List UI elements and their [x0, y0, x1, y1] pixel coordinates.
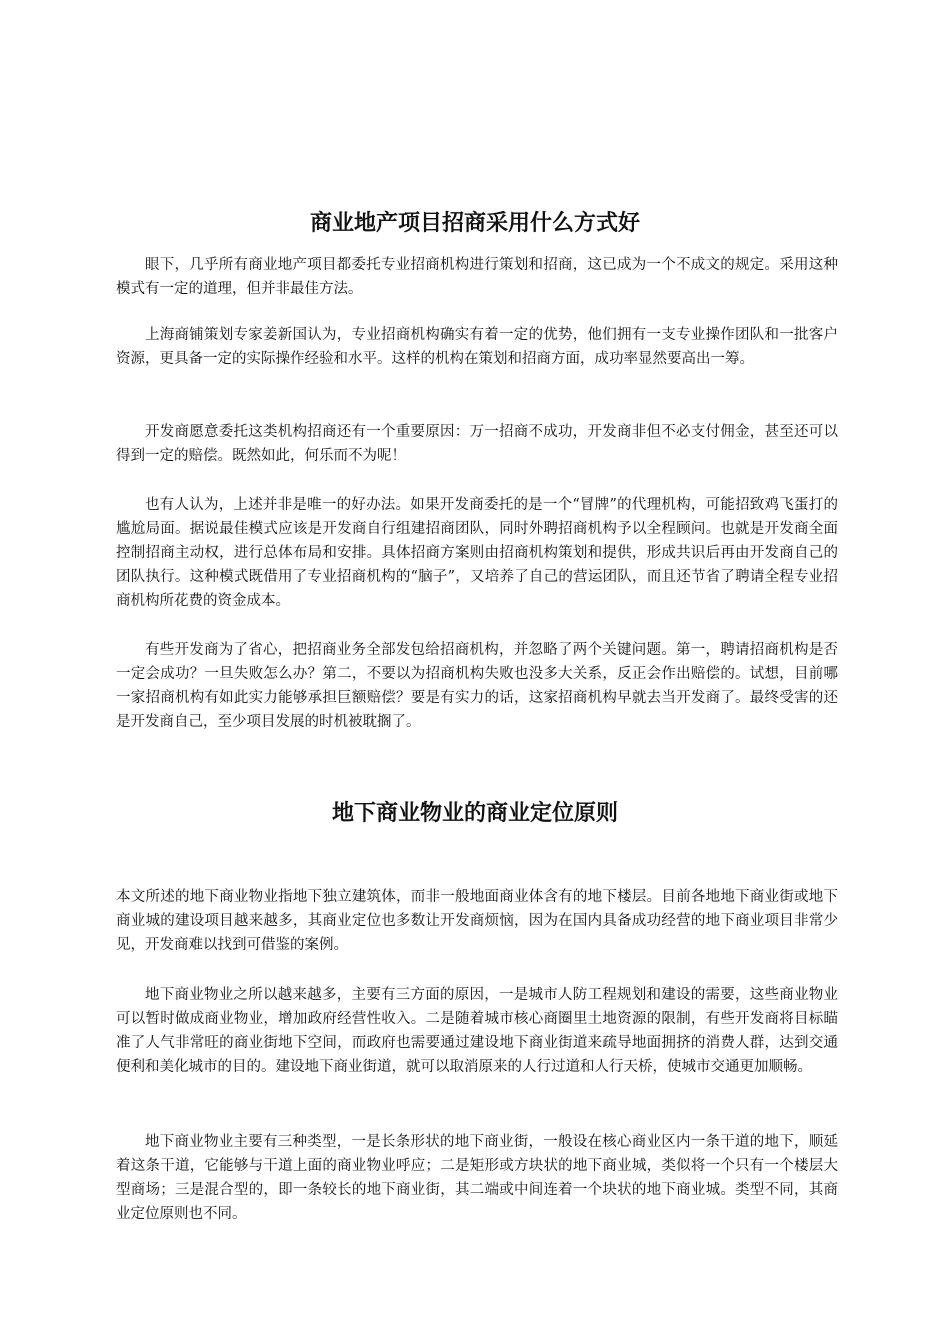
- article-1-title: 商业地产项目招商采用什么方式好: [309, 211, 640, 236]
- article-2-paragraph-1: 本文所述的地下商业物业指地下独立建筑体，而非一般地面商业体含有的地下楼层。目前各地地下商业街或地下商业城的建设项目越来越多，其商业定位也多数让开发商烦恼，因为在国内具备成功经营的地下商业项目非常少见，开发商难以找到可借鉴的案例。: [116, 889, 838, 953]
- article-1-paragraph-5: 有些开发商为了省心，把招商业务全部发包给招商机构，并忽略了两个关键问题。第一，聘请招商机构是否一定会成功？一旦失败怎么办？第二，不要以为招商机构失败也没多大关系，反正会作出赔偿的。试想，目前哪一家招商机构有如此实力能够承担巨额赔偿？要是有实力的话，这家招商机构早就去当开发商了。最终受害的还是开发商自己，至少项目发展的时机被耽搁了。: [116, 642, 838, 730]
- article-2-paragraph-3: 地下商业物业主要有三种类型，一是长条形状的地下商业街，一般设在核心商业区内一条干道的地下，顺延着这条干道，它能够与干道上面的商业物业呼应；二是矩形或方块状的地下商业城，类似将一个只有一个楼层大型商场；三是混合型的，即一条较长的地下商业街，其二端或中间连着一个块状的地下商业城。类型不同，其商业定位原则也不同。: [116, 1134, 838, 1222]
- article-1-paragraph-3: 开发商愿意委托这类机构招商还有一个重要原因：万一招商不成功，开发商非但不必支付佣金，甚至还可以得到一定的赔偿。既然如此，何乐而不为呢！: [116, 424, 838, 464]
- article-1-paragraph-1: 眼下，几乎所有商业地产项目都委托专业招商机构进行策划和招商，这已成为一个不成文的规定。采用这种模式有一定的道理，但并非最佳方法。: [116, 257, 838, 297]
- article-2-title: 地下商业物业的商业定位原则: [331, 801, 618, 826]
- article-1-paragraph-4: 也有人认为，上述并非是唯一的好办法。如果开发商委托的是一个“冒牌”的代理机构，可能招致鸡飞蛋打的尴尬局面。据说最佳模式应该是开发商自行组建招商团队，同时外聘招商机构予以全程顾问。也就是开发商全面控制招商主动权，进行总体布局和安排。具体招商方案则由招商机构策划和提供，形成共识后再由开发商自己的团队执行。这种模式既借用了专业招商机构的“脑子”，又培养了自己的营运团队，而且还节省了聘请全程专业招商机构所花费的资金成本。: [116, 497, 838, 609]
- article-2-paragraph-2: 地下商业物业之所以越来越多，主要有三方面的原因，一是城市人防工程规划和建设的需要，这些商业物业可以暂时做成商业物业，增加政府经营性收入。二是随着城市核心商圈里土地资源的限制，有些开发商将目标瞄准了人气非常旺的商业街地下空间，而政府也需要通过建设地下商业街道来疏导地面拥挤的消费人群，达到交通便利和美化城市的目的。建设地下商业街道，就可以取消原来的人行过道和人行天桥，使城市交通更加顺畅。: [116, 987, 838, 1075]
- article-1-paragraph-2: 上海商铺策划专家姜新国认为，专业招商机构确实有着一定的优势，他们拥有一支专业操作团队和一批客户资源，更具备一定的实际操作经验和水平。这样的机构在策划和招商方面，成功率显然要高出一筹。: [116, 327, 838, 367]
